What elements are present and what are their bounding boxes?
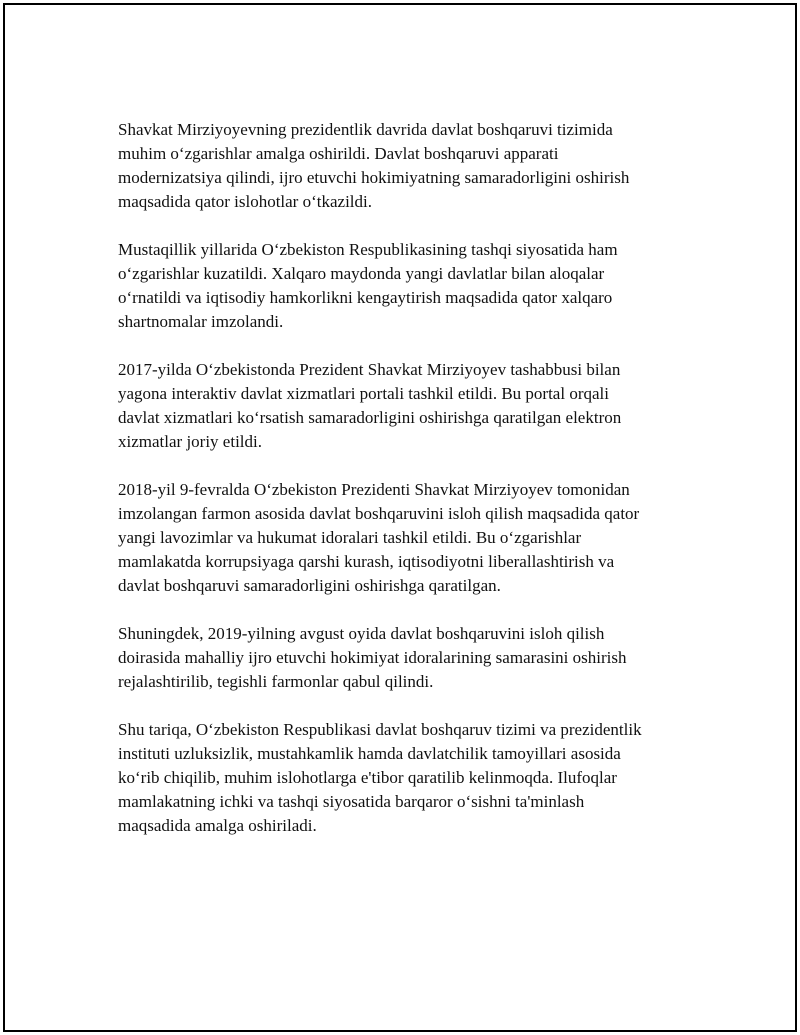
paragraph-1: Shavkat Mirziyoyevning prezidentlik davrida davlat boshqaruvi tizimida muhim o‘zgarishlar amalga oshirildi. Davlat boshqaruvi apparati modernizatsiya qilindi, ijro etuvchi hokimiyatning samaradorligini oshirish maqsadida qator islohotlar o‘tkazildi. [118, 120, 630, 211]
paragraph-2: Mustaqillik yillarida O‘zbekiston Respublikasining tashqi siyosatida ham o‘zgarishlar kuzatildi. Xalqaro maydonda yangi davlatlar bilan aloqalar o‘rnatildi va iqtisodiy hamkorlikni kengaytirish maqsadida qator xalqaro shartnomalar imzolandi. [118, 240, 618, 331]
paragraph-5: Shuningdek, 2019-yilning avgust oyida davlat boshqaruvini isloh qilish doirasida mahalliy ijro etuvchi hokimiyat idoralarining samarasini oshirish rejalashtirilib, tegishli farmonlar qabul qilindi. [118, 624, 627, 691]
paragraph-6: Shu tariqa, O‘zbekiston Respublikasi davlat boshqaruv tizimi va prezidentlik instituti uzluksizlik, mustahkamlik hamda davlatchilik tamoyillari asosida ko‘rib chiqilib, muhim islohotlarga e'tibor qaratilib kelinmoqda. Ilufoqlar mamlakatning ichki va tashqi siyosatida barqaror o‘sishni ta'minlash maqsadida amalga oshiriladi. [118, 720, 642, 835]
paragraph-4: 2018-yil 9-fevralda O‘zbekiston Prezidenti Shavkat Mirziyoyev tomonidan imzolangan farmon asosida davlat boshqaruvini isloh qilish maqsadida qator yangi lavozimlar va hukumat idoralari tashkil etildi. Bu o‘zgarishlar mamlakatda korrupsiyaga qarshi kurash, iqtisodiyotni liberallashtirish va davlat boshqaruvi samaradorligini oshirishga qaratilgan. [118, 480, 640, 595]
paragraph-3: 2017-yilda O‘zbekistonda Prezident Shavkat Mirziyoyev tashabbusi bilan yagona interaktiv davlat xizmatlari portali tashkil etildi. Bu portal orqali davlat xizmatlari ko‘rsatish samaradorligini oshirishga qaratilgan elektron xizmatlar joriy etildi. [118, 360, 622, 451]
document-body [118, 118, 698, 862]
